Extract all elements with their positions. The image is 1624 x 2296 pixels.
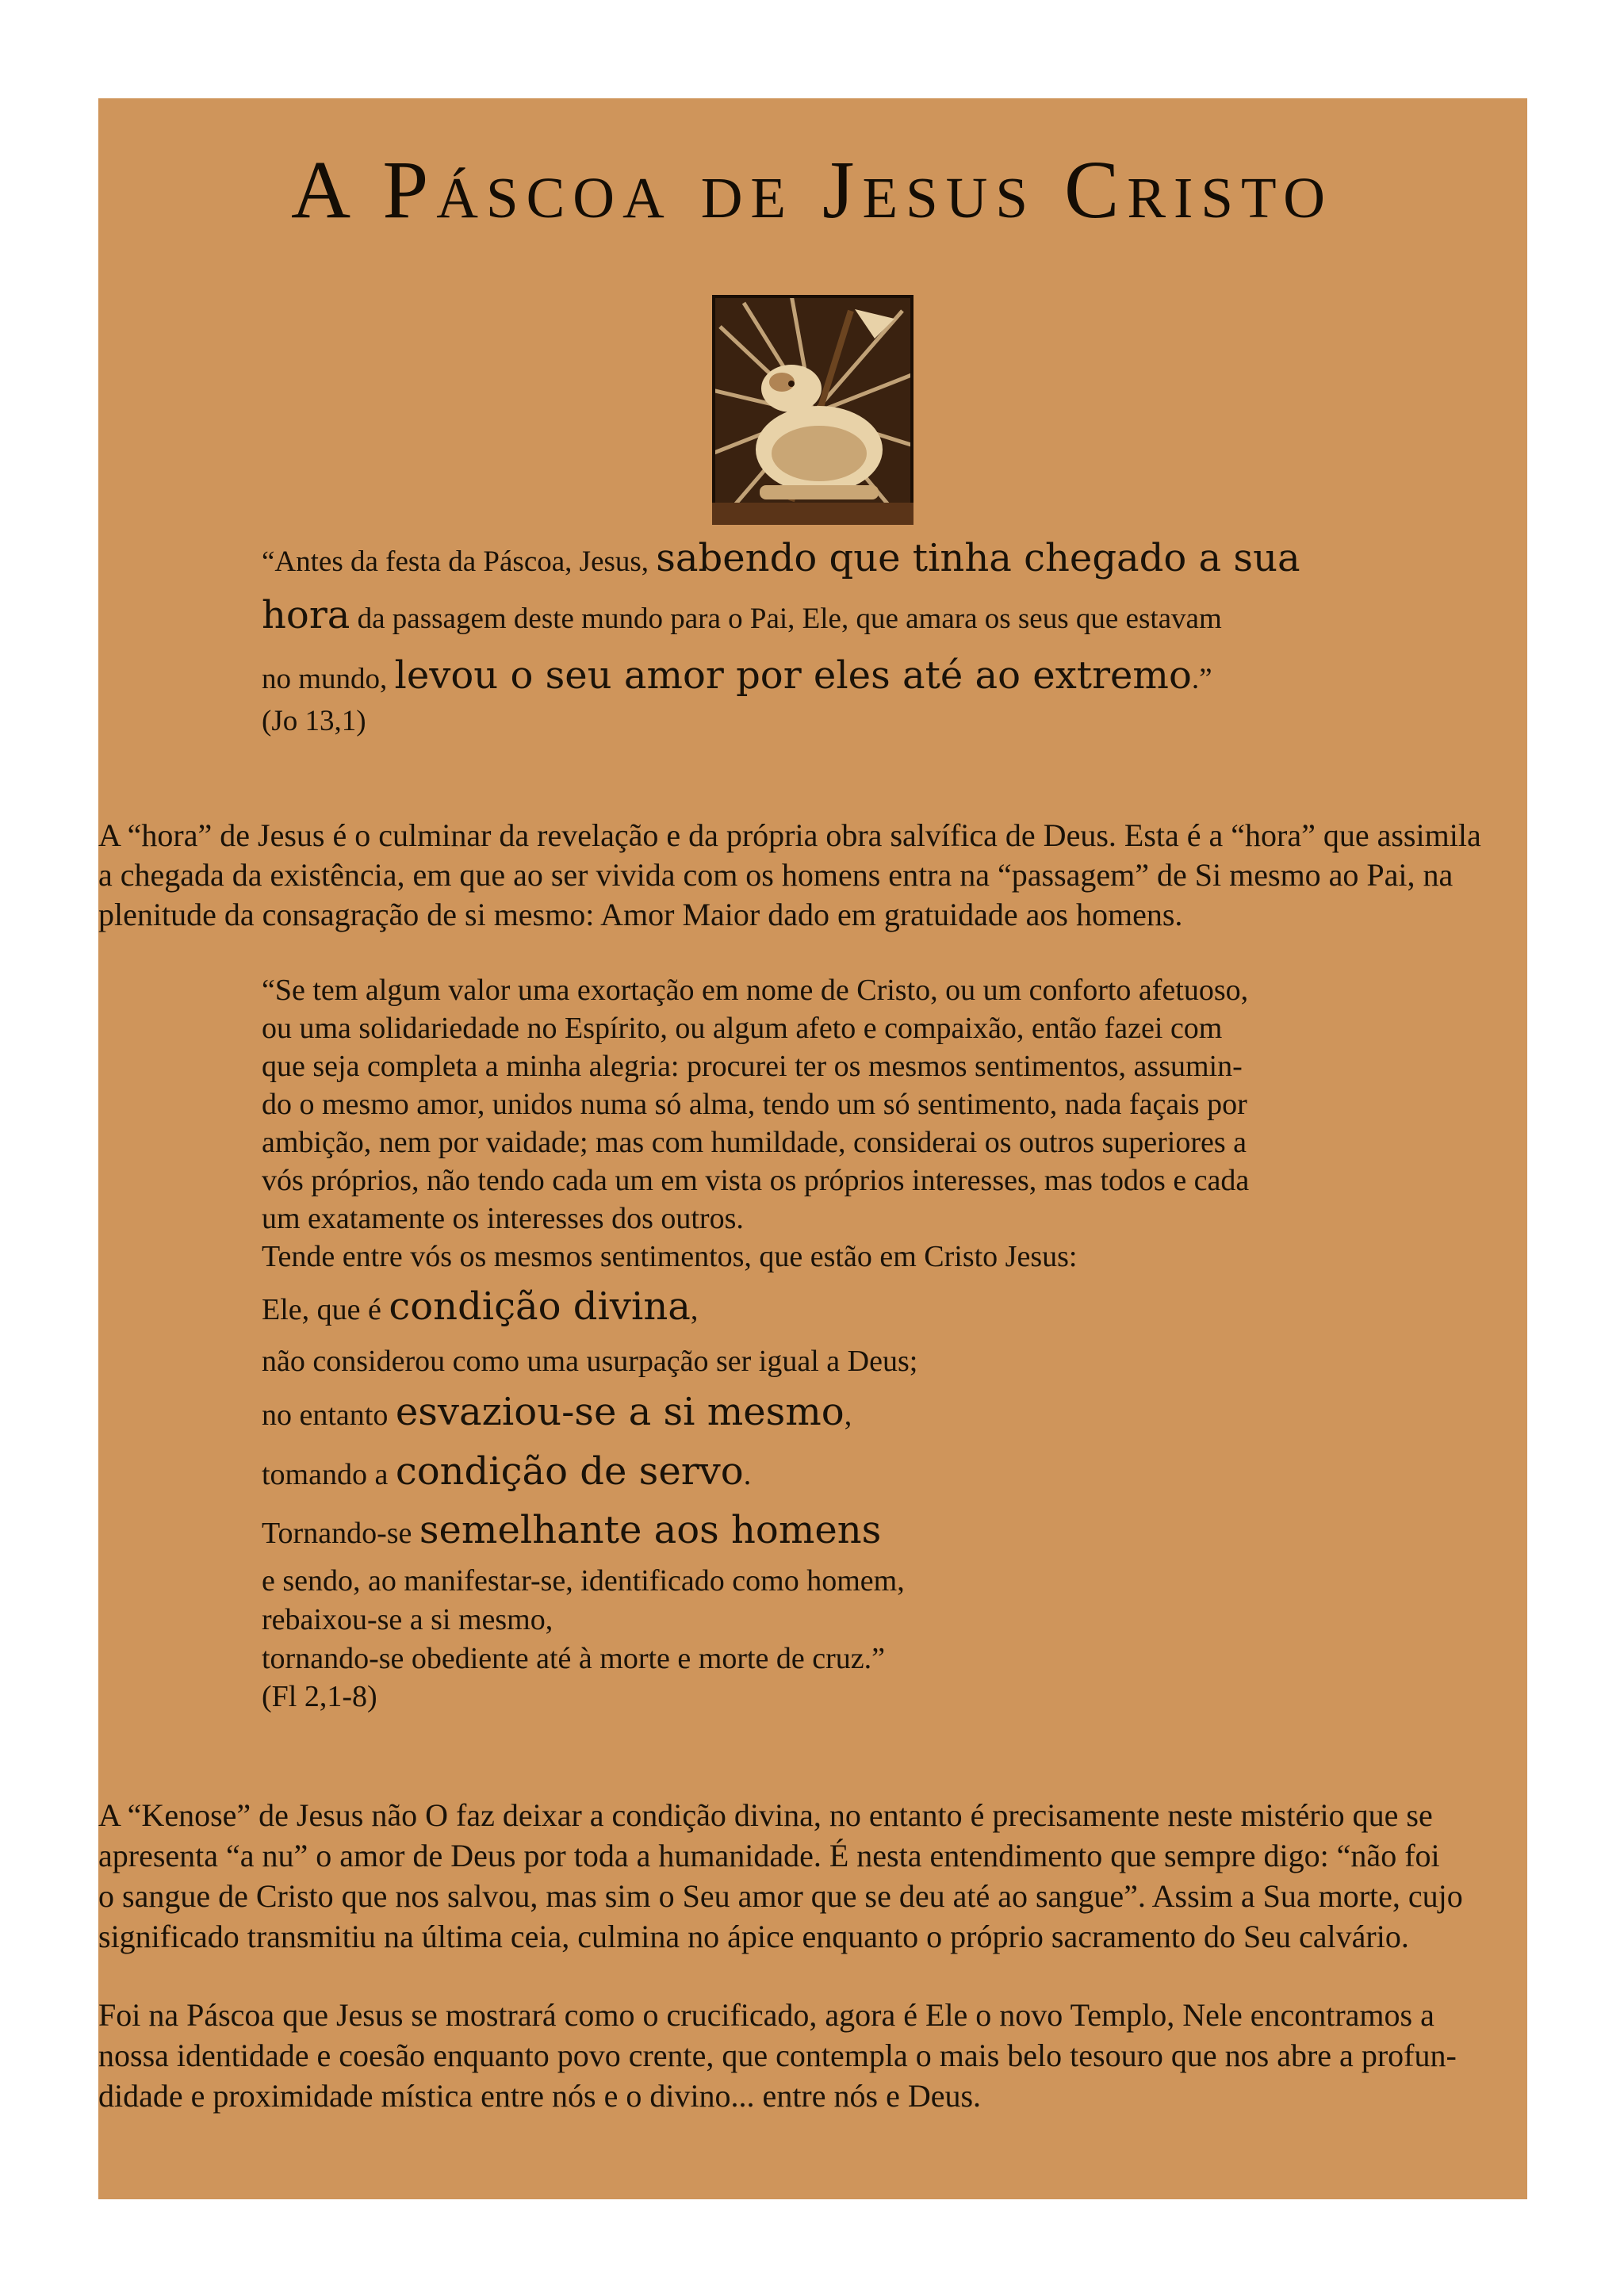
quote1-line1: [262, 536, 1300, 580]
quote1-emphasis: levou o seu amor por eles até ao extremo: [394, 653, 1192, 698]
quote2-text: ,: [690, 1293, 699, 1326]
paragraph1-line: plenitude da consagração de si mesmo: Amor Maior dado em gratuidade aos homens.: [98, 897, 1183, 932]
lamb-of-god-icon: [712, 295, 914, 525]
quote2-line: ambição, nem por vaidade; mas com humildade, considerai os outros superiores a: [262, 1126, 1247, 1159]
quote2-text: Ele, que é: [262, 1293, 389, 1326]
quote2-line: e sendo, ao manifestar-se, identificado como homem,: [262, 1564, 905, 1598]
quote2-line: tornando-se obediente até à morte e morte de cruz.”: [262, 1642, 886, 1675]
quote2-emphasis: condição divina: [389, 1284, 691, 1329]
quote2-line: não considerou como uma usurpação ser igual a Deus;: [262, 1345, 918, 1378]
paragraph2-line: significado transmitiu na última ceia, culmina no ápice enquanto o próprio sacramento do Seu calvário.: [98, 1919, 1409, 1954]
quote1-text: .”: [1191, 663, 1212, 695]
quote1-text: da passagem deste mundo para o Pai, Ele, que amara os seus que estavam: [350, 603, 1222, 635]
quote2-tomando-line: [262, 1449, 751, 1494]
quote1-line3: [262, 653, 1212, 698]
quote2-line: “Se tem algum valor uma exortação em nome de Cristo, ou um conforto afetuoso,: [262, 974, 1249, 1007]
quote1-reference: (Jo 13,1): [262, 705, 366, 737]
quote2-line: do o mesmo amor, unidos numa só alma, tendo um só sentimento, nada façais por: [262, 1088, 1247, 1121]
paragraph2-line: o sangue de Cristo que nos salvou, mas sim o Seu amor que se deu até ao sangue”. Assim a Sua morte, cujo: [98, 1878, 1463, 1914]
paragraph1-line: A “hora” de Jesus é o culminar da revelação e da própria obra salvífica de Deus. Esta é a “hora” que assimila: [98, 817, 1481, 853]
quote2-emphasis: condição de servo: [395, 1449, 744, 1494]
quote1-line2: [262, 593, 1222, 637]
quote2-line: Tende entre vós os mesmos sentimentos, que estão em Cristo Jesus:: [262, 1240, 1078, 1273]
quote2-text: ,: [844, 1399, 852, 1432]
paragraph1-line: a chegada da existência, em que ao ser vivida com os homens entra na “passagem” de Si mesmo ao Pai, na: [98, 857, 1454, 893]
quote2-line: ou uma solidariedade no Espírito, ou algum afeto e compaixão, então fazei com: [262, 1012, 1223, 1045]
paragraph2-line: apresenta “a nu” o amor de Deus por toda a humanidade. É nesta entendimento que sempre digo: “não foi: [98, 1838, 1440, 1873]
quote1-emphasis: sabendo que tinha chegado a sua: [656, 536, 1300, 580]
paragraph3-line: nossa identidade e coesão enquanto povo crente, que contempla o mais belo tesouro que nos abre a profun-: [98, 2038, 1457, 2073]
quote2-emphasis: esvaziou-se a si mesmo: [395, 1390, 845, 1434]
quote2-line: vós próprios, não tendo cada um em vista os próprios interesses, mas todos e cada: [262, 1164, 1250, 1197]
quote2-emphasis: semelhante aos homens: [419, 1508, 882, 1552]
quote1-emphasis: hora: [262, 593, 350, 637]
paragraph3-line: didade e proximidade mística entre nós e o divino... entre nós e Deus.: [98, 2078, 982, 2114]
quote2-reference: (Fl 2,1-8): [262, 1680, 377, 1713]
paragraph2-line: A “Kenose” de Jesus não O faz deixar a condição divina, no entanto é precisamente neste mistério que se: [98, 1797, 1433, 1833]
quote2-text: .: [743, 1458, 752, 1491]
page-title: A Páscoa de Jesus Cristo: [291, 144, 1333, 235]
quote1-text: no mundo,: [262, 663, 395, 695]
quote2-line: um exatamente os interesses dos outros.: [262, 1202, 744, 1235]
paragraph3-line: Foi na Páscoa que Jesus se mostrará como o crucificado, agora é Ele o novo Templo, Nele encontramos a: [98, 1997, 1434, 2033]
quote2-line: que seja completa a minha alegria: procurei ter os mesmos sentimentos, assumin-: [262, 1050, 1243, 1083]
quote2-line: rebaixou-se a si mesmo,: [262, 1603, 553, 1636]
quote1-text: “Antes da festa da Páscoa, Jesus,: [262, 545, 657, 578]
quote2-text: no entanto: [262, 1399, 396, 1432]
quote2-text: Tornando-se: [262, 1517, 419, 1550]
quote2-entanto-line: [262, 1390, 852, 1434]
quote2-ele-line: [262, 1284, 698, 1329]
quote2-text: tomando a: [262, 1458, 396, 1491]
quote2-tornando-line: [262, 1508, 881, 1552]
